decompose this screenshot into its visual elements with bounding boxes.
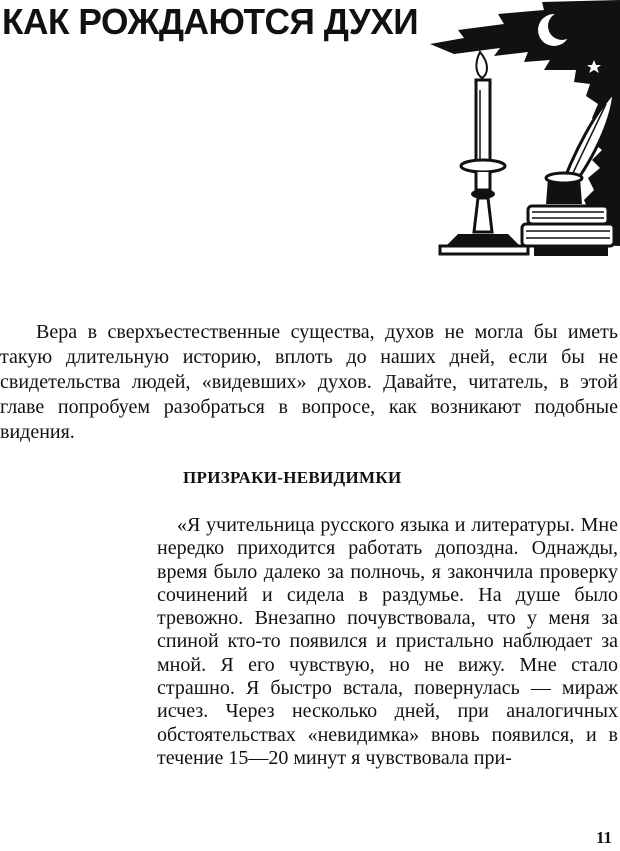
chapter-title: КАК РОЖДАЮТСЯ ДУХИ bbox=[2, 1, 419, 42]
section-heading: ПРИЗРАКИ-НЕВИДИМКИ bbox=[183, 468, 402, 487]
page-number: 11 bbox=[595, 828, 612, 847]
quote-block bbox=[157, 514, 618, 770]
quote-paragraph: «Я учительница русского языка и литературы. Мне нередко приходится работать допоздна. Однажды, время было далеко за полночь, я закончила проверку сочинений и сидела в раздумье. На душе было тревожно. Внезапно почувствовала, что у меня за спиной кто-то появился и пристально наблюдает за мной. Я его чувствую, но не вижу. Мне стало страшно. Я быстро встала, повернулась — мираж исчез. Через несколько дней, при аналогичных обстоятельствах «невидимка» вновь появился, и в течение 15—20 минут я чувствовала при- bbox=[157, 514, 618, 769]
intro-paragraph: Вера в сверхъестественные существа, духов не могла бы иметь такую длительную историю, вплоть до наших дней, если бы не свидетельства людей, «видевших» духов. Давайте, читатель, в этой главе попробуем разобраться в вопросе, как возникают подобные видения. bbox=[0, 321, 618, 443]
intro-text bbox=[0, 320, 618, 445]
candle-quill-books-night-icon bbox=[424, 0, 620, 262]
